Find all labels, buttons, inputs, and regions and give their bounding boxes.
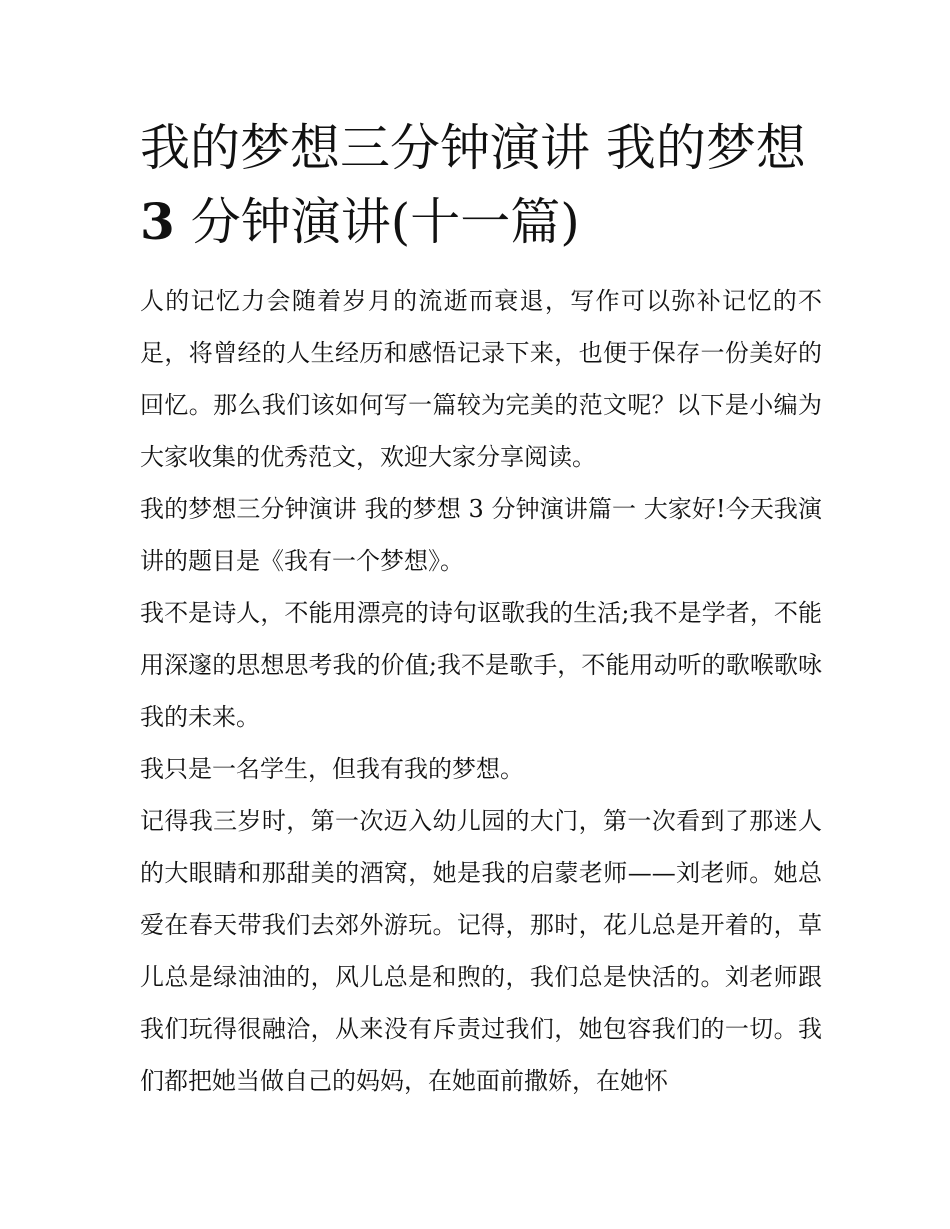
paragraph-student-dream: 我只是一名学生，但我有我的梦想。: [140, 755, 524, 783]
title-line-1: 我的梦想三分钟演讲 我的梦想: [140, 119, 806, 177]
title-line-2: 分钟演讲(十一篇): [190, 193, 580, 251]
paragraph-intro: 人的记忆力会随着岁月的流逝而衰退，写作可以弥补记忆的不足，将曾经的人生经历和感悟记录下来，也便于保存一份美好的回忆。那么我们该如何写一篇较为完美的范文呢？以下是小编为大家收集的优秀范文，欢迎大家分享阅读。: [140, 287, 822, 471]
paragraph-speech-opening: 我的梦想三分钟演讲 我的梦想 3 分钟演讲篇一 大家好!今天我演讲的题目是《我有一个梦想》。: [140, 495, 822, 575]
document-title: [140, 112, 820, 259]
title-number: 3: [140, 192, 175, 251]
paragraph-kindergarten-memory: 记得我三岁时，第一次迈入幼儿园的大门，第一次看到了那迷人的大眼睛和那甜美的酒窝，她是我的启蒙老师——刘老师。她总爱在春天带我们去郊外游玩。记得，那时，花儿总是开着的，草儿总是绿油油的，风儿总是和煦的，我们总是快活的。刘老师跟我们玩得很融洽，从来没有斥责过我们，她包容我们的一切。我们都把她当做自己的妈妈，在她面前撒娇，在她怀: [140, 807, 822, 1095]
document-body: [140, 275, 822, 1107]
paragraph-not-poet: 我不是诗人，不能用漂亮的诗句讴歌我的生活;我不是学者，不能用深邃的思想思考我的价值;我不是歌手，不能用动听的歌喉歌咏我的未来。: [140, 599, 822, 731]
